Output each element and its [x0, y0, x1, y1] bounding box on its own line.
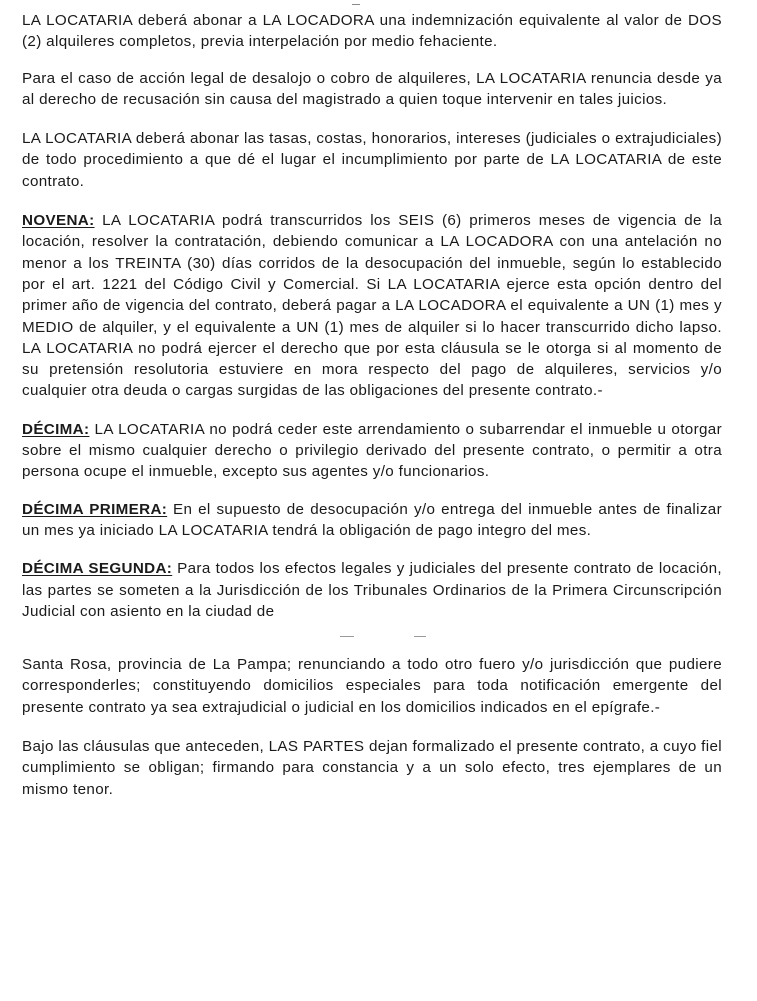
paragraph-costas: LA LOCATARIA deberá abonar las tasas, costas, honorarios, intereses (judiciales o extrajudiciales) de todo procedimiento a que dé el lugar el incumplimiento por parte de LA LOCATARIA de este contrato. — [22, 130, 722, 190]
paragraph-cierre: Bajo las cláusulas que anteceden, LAS PARTES dejan formalizado el presente contrato, a cuyo fiel cumplimiento se obligan; firmando para constancia y a un solo efecto, tres ejemplares de un mismo tenor. — [22, 738, 722, 798]
clause-decima-primera — [22, 499, 722, 542]
clause-decima — [22, 419, 722, 483]
clause-novena — [22, 210, 722, 402]
contract-text — [22, 10, 722, 800]
clause-decima-segunda — [22, 558, 722, 622]
clause-novena-body: LA LOCATARIA podrá transcurridos los SEIS (6) primeros meses de vigencia de la locación, resolver la contratación, debiendo comunicar a LA LOCADORA con una antelación no menor a los TREINTA (30) días corridos de la desocupación del inmueble, según lo establecido por el art. 1221 del Código Civil y Comercial. Si LA LOCATARIA ejerce esta opción dentro del primer año de vigencia del contrato, deberá pagar a LA LOCADORA el equivalente a UN (1) mes y MEDIO de alquiler, y el equivalente a UN (1) mes de alquiler si lo hacer transcurrido dicho lapso. LA LOCATARIA no podrá ejercer el derecho que por esta cláusula se le otorga si al momento de su pretensión resolutoria estuviere en mora respecto del pago de alquileres, servicios y/o cualquier otra deuda o cargas surgidas de las obligaciones del presente contrato.- — [22, 212, 722, 400]
paragraph-jurisdiccion: Santa Rosa, provincia de La Pampa; renunciando a todo otro fuero y/o jurisdicción que pudiere corresponderles; constituyendo domicilios especiales para toda notificación emergente del presente contrato ya sea extrajudicial o judicial en los domicilios indicados en el epígrafe.- — [22, 656, 722, 716]
scan-mark — [352, 4, 360, 5]
clause-decima-heading: DÉCIMA: — [22, 420, 90, 438]
clause-decima-primera-body: En el supuesto de desocupación y/o entrega del inmueble antes de finalizar un mes ya iniciado LA LOCATARIA tendrá la obligación de pago integro del mes. — [22, 500, 722, 539]
clause-decima-segunda-body: Para todos los efectos legales y judiciales del presente contrato de locación, las partes se someten a la Jurisdicción de los Tribunales Ordinarios de la Primera Circunscripción Judicial con asiento en la ciudad de — [22, 560, 722, 620]
clause-decima-segunda-heading: DÉCIMA SEGUNDA: — [22, 560, 173, 578]
paragraph-indemnizacion: LA LOCATARIA deberá abonar a LA LOCADORA una indemnización equivalente al valor de DOS (2) alquileres completos, previa interpelación por medio fehaciente. — [22, 12, 722, 51]
clause-decima-primera-heading: DÉCIMA PRIMERA: — [22, 500, 168, 518]
scan-mark — [340, 636, 354, 637]
scan-mark — [414, 636, 426, 637]
paragraph-recusacion: Para el caso de acción legal de desalojo o cobro de alquileres, LA LOCATARIA renuncia desde ya al derecho de recusación sin causa del magistrado a quien toque intervenir en tales juicios. — [22, 69, 722, 108]
clause-novena-heading: NOVENA: — [22, 212, 95, 230]
clause-decima-body: LA LOCATARIA no podrá ceder este arrendamiento o subarrendar el inmueble u otorgar sobre el mismo cualquier derecho o privilegio derivado del presente contrato, o permitir a otra persona ocupe el inmueble, excepto sus agentes y/o funcionarios. — [22, 420, 722, 481]
page-break — [22, 648, 722, 654]
